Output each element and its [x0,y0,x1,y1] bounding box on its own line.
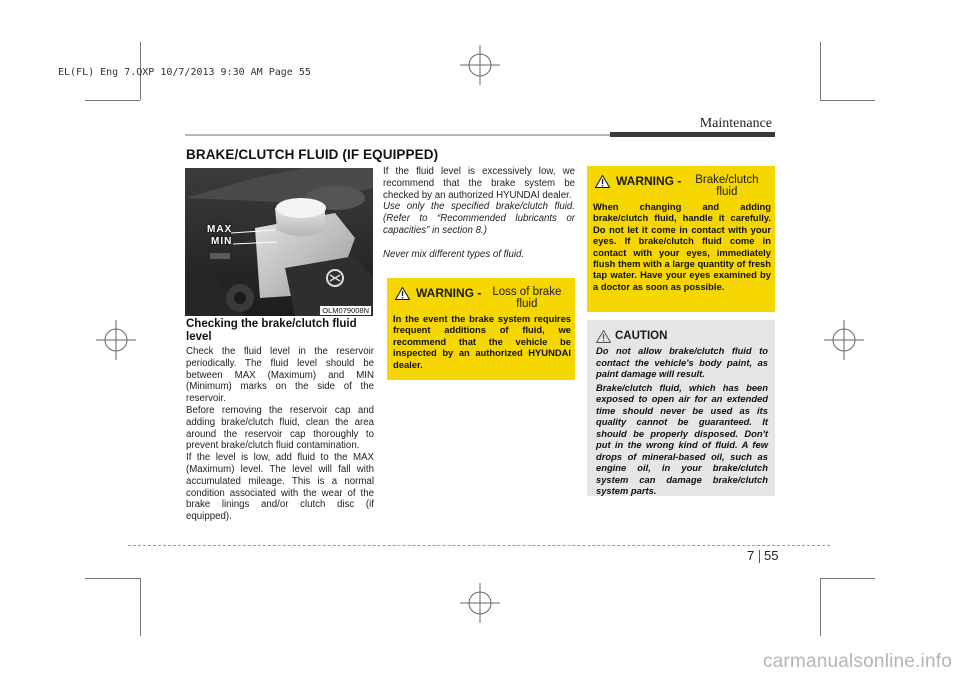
never-mix-note: Never mix different types of fluid. [383,248,525,260]
warning-triangle-icon [395,287,410,300]
checking-paragraph: Before removing the reservoir cap and adding brake/clutch fluid, clean the area around the reservoir cap thoroughly to prevent brake/clutch fluid contamination. [186,404,374,452]
caution-paragraph: Do not allow brake/clutch fluid to contact the vehicle's body paint, as paint damage will result. [596,345,768,379]
checking-text [186,346,374,523]
registration-mark-icon [460,45,500,85]
checking-heading: Checking the brake/clutch fluid level [186,318,357,343]
checking-paragraph: If the level is low, add fluid to the MAX (Maximum) level. The level will fall with accumulated mileage. This is a normal condition associated with the wear of the brake linings and/or clutch disc (if equipped). [186,452,374,523]
warning-body: In the event the brake system requires frequent additions of fluid, we recommend that the vehicle be inspected by an authorized HYUNDAI dealer. [393,313,571,370]
chapter-number: 7 [747,548,755,563]
page-number: 55 [764,548,779,563]
registration-mark-icon [96,320,136,360]
photo-caption: OLM079008N [322,306,369,315]
crop-mark [820,578,875,579]
fluid-level-text [383,166,575,261]
crop-mark [85,100,140,101]
warning-label: WARNING - [416,286,485,300]
site-watermark: carmanualsonline.info [762,651,952,672]
crop-mark [140,578,141,636]
crop-mark [820,100,875,101]
print-slug-line: EL(FL) Eng 7.QXP 10/7/2013 9:30 AM Page 55 [58,67,311,78]
checking-paragraph: Check the fluid level in the reservoir periodically. The fluid level should be between MAX (Maximum) and MIN (Minimum) marks on the side of the reservoir. [186,346,374,405]
warning-title: Loss of brake fluid [492,286,562,310]
crop-mark [820,42,821,100]
crop-mark [85,578,140,579]
registration-mark-icon [460,583,500,623]
warning-body: When changing and adding brake/clutch fluid, handle it carefully. Do not let it come in contact with your eyes. If brake/clutch fluid come in contact with your eyes, immediately flush them with a large quantity of fresh tap water. Have your eyes examined by a doctor as soon as possible. [593,201,771,292]
page-number-separator [759,550,760,563]
section-name: Maintenance [699,116,772,131]
specified-fluid-note: Use only the specified brake/clutch fluid. (Refer to “Recommended lubricants or capacities” in section 8.) [383,201,575,236]
caution-body [596,345,768,497]
warning-label: WARNING - [616,174,685,188]
header-rule-accent [610,132,775,137]
header-rule [185,134,610,136]
caution-triangle-icon [596,330,611,343]
page-title: BRAKE/CLUTCH FLUID (IF EQUIPPED) [186,147,439,162]
caution-paragraph: Brake/clutch fluid, which has been exposed to open air for an extended time should never be used as its quality cannot be guaranteed. It should be properly disposed. Don't put in the wrong kind of fluid. A few drops of mineral-based oil, such as engine oil, in your brake/clutch system can damage brake/clutch system parts. [596,381,768,496]
registration-mark-icon [824,320,864,360]
reservoir-photo [185,168,373,316]
min-mark-label: MIN [211,236,233,247]
warning-title: Brake/clutch fluid [695,174,759,198]
crop-mark [820,578,821,636]
max-mark-label: MAX [207,224,233,235]
footer-rule [128,545,830,546]
caution-title: CAUTION [615,330,668,342]
caution-box [587,320,775,496]
warning-triangle-icon [595,175,610,188]
warning-brake-fluid-box [587,166,775,312]
warning-loss-of-fluid-box [387,278,575,380]
dealer-check-paragraph: If the fluid level is excessively low, we recommend that the brake system be checked by an authorized HYUNDAI dealer. [383,166,575,201]
